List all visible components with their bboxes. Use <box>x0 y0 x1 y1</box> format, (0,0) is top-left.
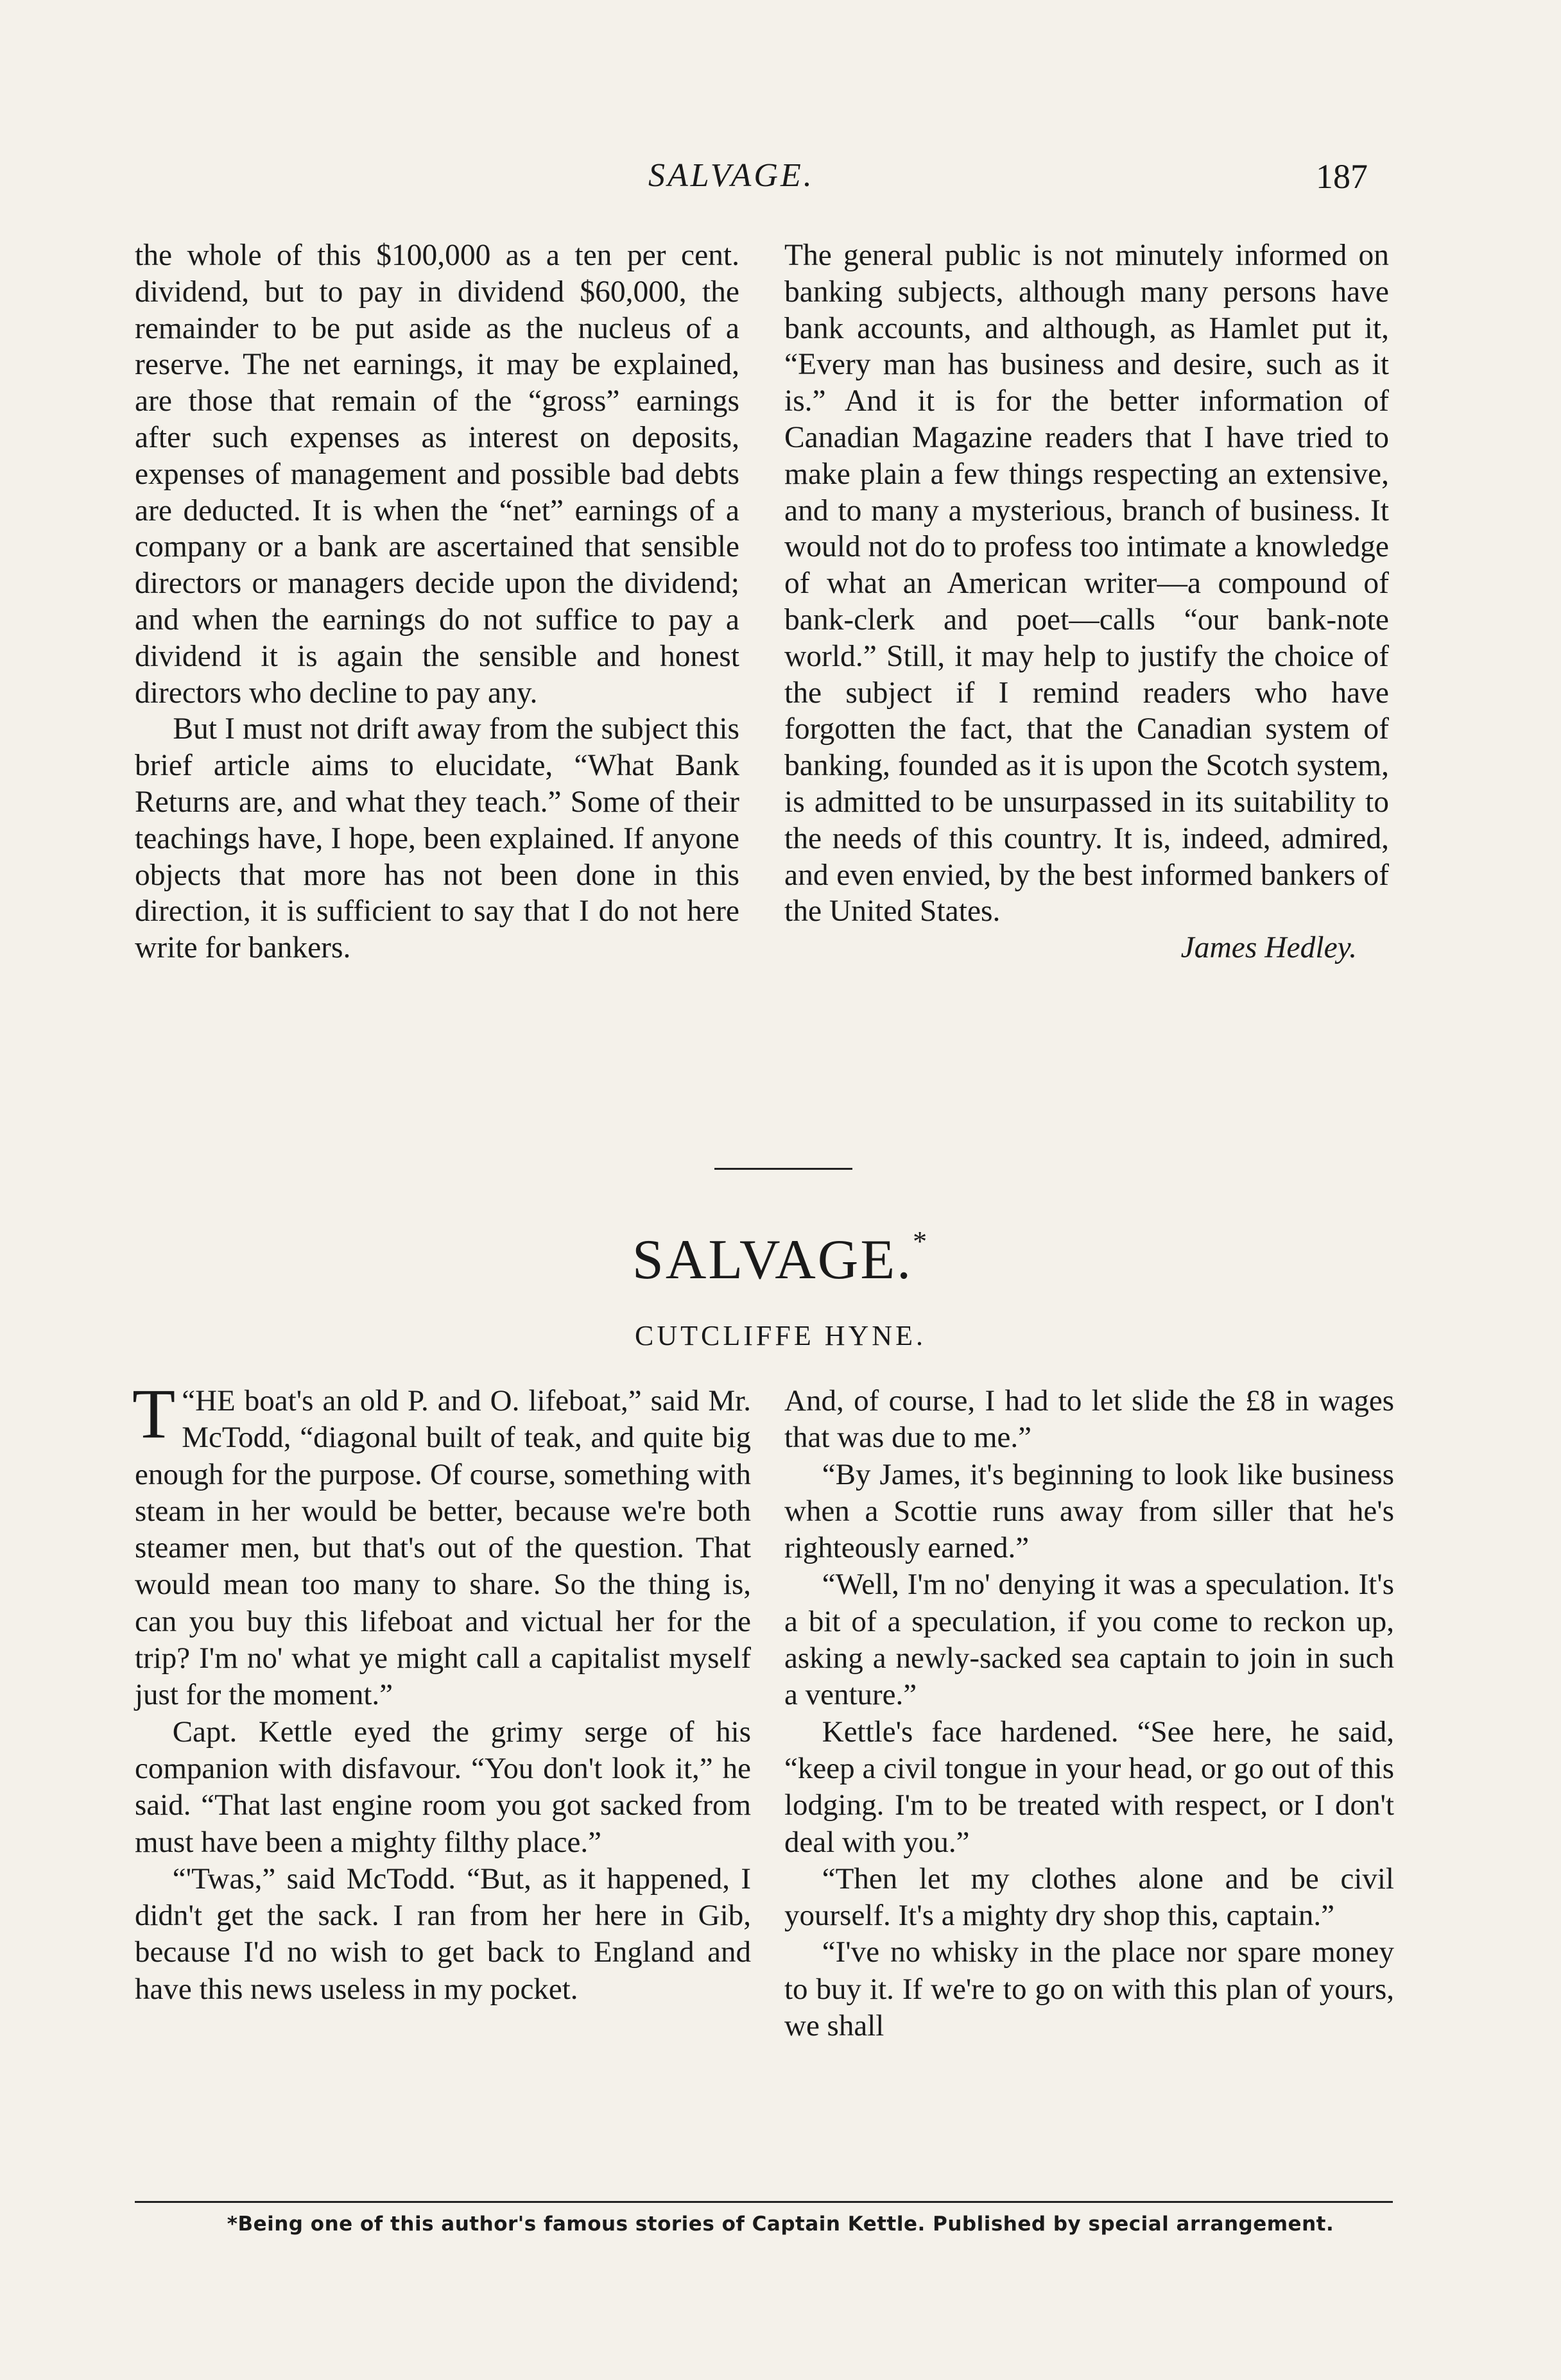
story-paragraph <box>132 1374 751 1714</box>
story-paragraph: “Well, I'm no' denying it was a speculation. It's a bit of a speculation, if you come to reckon up, asking a newly-sacked sea captain to join in such a venture.” <box>784 1568 1394 1712</box>
article-paragraph: The general public is not minutely informed on banking subjects, although many persons have bank accounts, and although, as Hamlet put it, “Every man has business and desire, such as it is.” And it is for the better information of Canadian Magazine readers that I have tried to make plain a few things respecting an extensive, and to many a mysterious, branch of business. It would not do to profess too intimate a knowledge of what an American writer—a compound of bank-clerk and poet—calls “our bank-note world.” Still, it may help to justify the choice of the subject if I remind readers who have forgotten the fact, that the Canadian system of banking, founded as it is upon the Scotch system, is admitted to be unsurpassed in its suitability to the needs of this country. It is, indeed, admired, and even envied, by the best informed bankers of the United States. <box>784 239 1389 929</box>
article-left-column <box>135 237 739 966</box>
drop-cap: T <box>132 1374 176 1453</box>
story-right-column <box>784 1383 1394 2044</box>
section-divider <box>714 1168 852 1170</box>
story-paragraph: “'Twas,” said McTodd. “But, as it happened, I didn't get the sack. I ran from her here in Gib, because I'd no wish to get back to England and have this news useless in my pocket. <box>135 1862 751 2006</box>
article-paragraph: the whole of this $100,000 as a ten per cent. dividend, but to pay in dividend $60,000, the remainder to be put aside as the nucleus of a reserve. The net earnings, it may be explained, are those that remain of the “gross” earnings after such expenses as interest on deposits, expenses of management and possible bad debts are deducted. It is when the “net” earnings of a company or a bank are ascertained that sensible directors or managers decide upon the dividend; and when the earnings do not suffice to pay a dividend it is again the sensible and honest directors who decline to pay any. <box>135 239 739 710</box>
story-paragraph: “Then let my clothes alone and be civil yourself. It's a mighty dry shop this, captain.” <box>784 1862 1394 1933</box>
story-left-column <box>132 1374 751 2008</box>
story-author: CUTCLIFFE HYNE. <box>635 1320 926 1351</box>
opening-quote: “ <box>182 1384 196 1417</box>
running-title: SALVAGE. <box>648 157 815 194</box>
page-header <box>0 157 1561 195</box>
page-number: 187 <box>1316 157 1368 196</box>
author-signature: James Hedley. <box>1180 931 1357 965</box>
article-paragraph: But I must not drift away from the subject this brief article aims to elucidate, “What Bank Returns are, and what they teach.” Some of their teachings have, I hope, been explained. If anyone objects that more has not been done in this direction, it is sufficient to say that I do not here write for bankers. <box>135 712 739 965</box>
story-paragraph: Kettle's face hardened. “See here, he said, “keep a civil tongue in your head, or go out of this lodging. I'm to be treated with respect, or I don't deal with you.” <box>784 1715 1394 1859</box>
story-paragraph: “I've no whisky in the place nor spare money to buy it. If we're to go on with this plan of yours, we shall <box>784 1935 1394 2043</box>
footnote-marker: * <box>913 1226 929 1257</box>
story-paragraph: And, of course, I had to let slide the £8 in wages that was due to me.” <box>784 1384 1394 1455</box>
article-right-column <box>784 237 1389 966</box>
story-paragraph: Capt. Kettle eyed the grimy serge of his companion with disfavour. “You don't look it,” he said. “That last engine room you got sacked from must have been a mighty filthy place.” <box>135 1715 751 1859</box>
story-paragraph: “By James, it's beginning to look like business when a Scottie runs away from siller that he's righteously earned.” <box>784 1457 1394 1565</box>
footnote-rule <box>135 2201 1393 2203</box>
footnote: *Being one of this author's famous stories of Captain Kettle. Published by special arrangement. <box>227 2213 1334 2236</box>
story-paragraph-text: HE boat's an old P. and O. lifeboat,” said Mr. McTodd, “diagonal built of teak, and quite big enough for the purpose. Of course, something with steam in her would be better, because we're both steamer men, but that's out of the question. That would mean too many to share. So the thing is, can you buy this lifeboat and victual her for the trip? I'm no' what ye might call a capitalist myself just for the moment.” <box>135 1384 751 1712</box>
story-title-text: SALVAGE. <box>632 1229 913 1291</box>
story-title <box>0 1228 1561 1292</box>
